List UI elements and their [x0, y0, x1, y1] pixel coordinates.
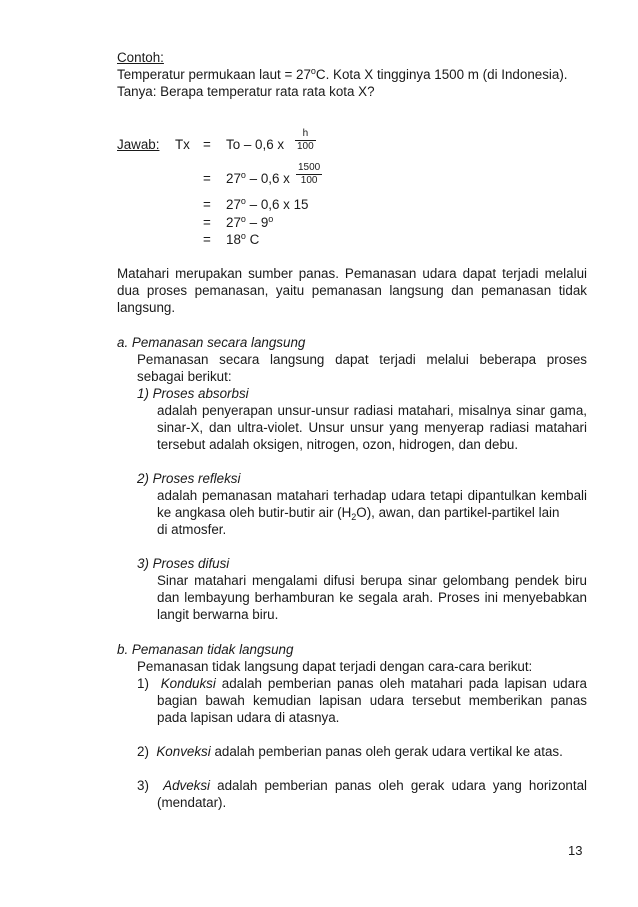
item-absorption-text: adalah penyerapan unsur-unsur radiasi matahari, misalnya sinar gama, sinar-X, dan ultra-violet. Unsur unsur yang menyerap radiasi matahari tersebut adalah oksigen, nitrogen, ozon, hidrogen, dan debu. [157, 403, 587, 452]
section-indirect-heating [117, 641, 587, 811]
equals-sign: = [203, 215, 211, 230]
item-absorption-title: 1) Proses absorbsi [137, 386, 249, 401]
step1-fraction: $\frac{h}{100}$ [297, 128, 314, 152]
step1-text: To – 0,6 x [226, 137, 285, 152]
step5-text: 18$^o$ C [226, 231, 260, 247]
section-direct-heating: a. Pemanasan secara langsung Pemanasan secara langsung dapat terjadi melalui beberapa proses sebagai berikut: 1) Proses absorbsi adalah penyerapan unsur-unsur radiasi matahari, misalnya sinar gama, sinar-X, dan ultra-violet. Unsur unsur yang menyerap radiasi matahari tersebut adalah oksigen, nitrogen, ozon, hidrogen, dan debu. 2) Proses refleksi adalah pemanasan matahari terhadap udara tetapi dipantulkan kembali ke angkasa oleh butir-butir air $(H_2O)$, awan, dan partikel-partikel lain di atmosfer. 3) Proses difusi Sinar matahari mengalami difusi berupa sinar gelombang pendek biru dan lembayung berhamburan ke segala arah. Proses ini menyebabkan langit berwarna biru. [117, 335, 587, 622]
example-question: Tanya: Berapa temperatur rata rata kota X? [117, 84, 375, 99]
example-statement: Temperatur permukaan laut = $27^oC$. Kota X tingginya 1500 m (di Indonesia). [117, 66, 568, 82]
item-reflection-text: adalah pemanasan matahari terhadap udara tetapi dipantulkan kembali ke angkasa oleh butir-butir air $(H_2O)$, awan, dan partikel-partikel lain di atmosfer. [157, 488, 587, 537]
item-advection: 3) Adveksi adalah pemberian panas oleh gerak udara yang horizontal (mendatar). [137, 778, 587, 810]
answer-lhs: Tx [175, 137, 190, 152]
section-a-desc: Pemanasan secara langsung dapat terjadi melalui beberapa proses [137, 352, 587, 367]
equals-sign: = [203, 197, 211, 212]
equals-sign: = [203, 171, 211, 186]
page-number: 13 [568, 843, 583, 858]
section-b-desc: Pemanasan tidak langsung dapat terjadi dengan cara-cara berikut: [137, 659, 533, 674]
answer-label: Jawab: [117, 137, 160, 152]
item-diffusion-title: 3) Proses difusi [137, 556, 230, 571]
item-reflection-title: 2) Proses refleksi [137, 471, 241, 486]
step2-text: 27$^o$ – 0,6 x [226, 170, 290, 186]
equals-sign: = [203, 232, 211, 247]
page-content [117, 49, 587, 811]
answer-calculation [117, 118, 587, 247]
section-b-heading: b. Pemanasan tidak langsung [117, 642, 294, 657]
step3-text: 27$^o$ – 0,6 x 15 [226, 196, 309, 212]
section-a-heading: a. Pemanasan secara langsung [117, 335, 306, 350]
example-title: Contoh: [117, 50, 164, 65]
equals-sign: = [203, 137, 211, 152]
item-diffusion-text: Sinar matahari mengalami difusi berupa sinar gelombang pendek biru dan lembayung berhamburan ke segala arah. Proses ini menyebabkan langit berwarna biru. [157, 573, 587, 622]
intro-paragraph: Matahari merupakan sumber panas. Pemanasan udara dapat terjadi melalui dua proses pemanasan, yaitu pemanasan langsung dan pemanasan tidak langsung. [117, 266, 587, 315]
step2-fraction: $\frac{1500}{100}$ [298, 162, 321, 186]
item-conduction: 1) Konduksi adalah pemberian panas oleh matahari pada lapisan udara bagian bawah kemudian lapisan udara tersebut memberikan panas pada lapisan udara di atasnya. [137, 676, 587, 725]
step4-text: 27$^o$ – 9$^o$ [226, 214, 274, 230]
item-convection: 2) Konveksi adalah pemberian panas oleh gerak udara vertikal ke atas. [137, 744, 563, 759]
